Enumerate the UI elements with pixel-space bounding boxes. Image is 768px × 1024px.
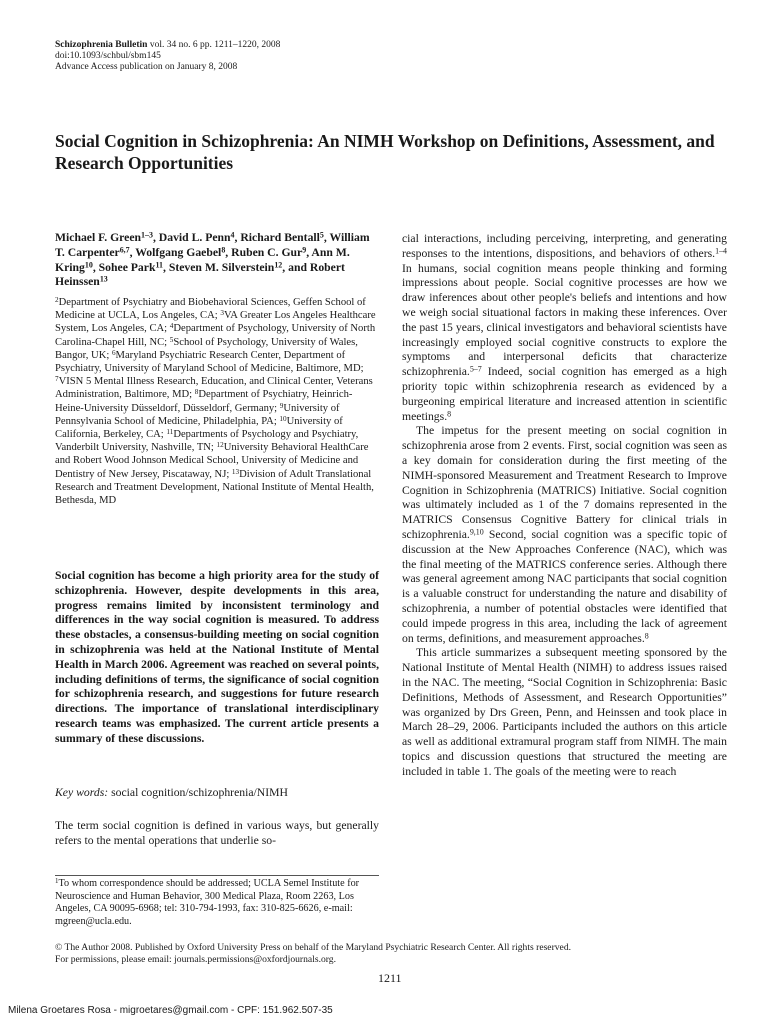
author-name: Robert Heinssen [55, 260, 345, 289]
citation-marker: 8 [447, 408, 452, 418]
citation-marker: 8 [644, 630, 649, 640]
affiliation-text: Departments of Psychology and Psychiatry, Vanderbilt University, Nashville, TN; [55, 429, 359, 454]
keywords [55, 786, 379, 801]
copyright-line: © The Author 2008. Published by Oxford University Press on behalf of the Maryland Psychiatric Research Center. All rights reserved. [55, 942, 572, 953]
correspondence-text: To whom correspondence should be addressed; UCLA Semel Institute for Neuroscience and Human Behavior, 300 Medical Plaza, Room 2263, Los Angeles, CA 90095-6968; tel: 310-794-1993, fax: 310-825-6626, e-mail: mgreen@ucla.edu. [55, 878, 360, 928]
affiliation-number: 7 [55, 374, 59, 383]
affiliation-text: School of Psychology, University of Wales, Bangor, UK; [55, 336, 358, 361]
author-affiliation-marker: 10 [84, 260, 93, 270]
author-name: Wolfgang Gaebel [135, 245, 222, 259]
author-affiliation-marker: 12 [274, 260, 283, 270]
affiliation-number: 8 [194, 388, 199, 397]
body-text: This article summarizes a subsequent meeting sponsored by the National Institute of Mental Health (NIMH) to address issues raised in the NAC. The meeting, “Social Cognition in Schizophrenia: Basic Definitions, Methods of Assessment, and Research Opportunities” was organized by Drs Green, Penn, and Heinssen and took place in March 28–29, 2006. Participants included the authors on this article as well as additional extramural program staff from NIMH. The main topics and discussion questions that structured the meeting are included in table 1. The goals of the meeting were to reach [402, 646, 727, 778]
abstract: Social cognition has become a high priority area for the study of schizophrenia. However, despite developments in this area, progress remains limited by inconsistent terminology and differences in the way social cognition is measured. To address these obstacles, a consensus-building meeting on social cognition in schizophrenia was held at the National Institute of Mental Health in March 2006. Agreement was reached on several points, including definitions of terms, the significance of social cognition for schizophrenia research, and suggestions for future research directions. The importance of translational interdisciplinary research teams was emphasized. The current article presents a summary of these discussions. [55, 569, 379, 745]
copyright-notice [55, 942, 735, 965]
author-affiliation-marker: 13 [99, 274, 108, 284]
affiliation-number: 12 [216, 441, 224, 449]
footer-watermark: Milena Groetares Rosa - migroetares@gmail.com - CPF: 151.962.507-35 [8, 1005, 333, 1016]
affiliation-text: Department of Psychiatry, Heinrich-Heine-University Düsseldorf, Düsseldorf, Germany; [55, 389, 353, 414]
author-affiliation-marker: 1–3 [141, 230, 153, 240]
author-name: Michael F. Green [55, 231, 142, 244]
author-name: Ann M. Kring [55, 245, 350, 274]
author-affiliation-marker: 8 [221, 245, 226, 255]
affiliation-text: Department of Psychology, University of North Carolina-Chapel Hill, NC; [55, 323, 376, 348]
affiliation-text: VA Greater Los Angeles Healthcare System, Los Angeles, CA; [55, 310, 376, 335]
body-text: Second, social cognition was a specific topic of discussion at the New Approaches Conference (NAC), which was the final meeting of the MATRICS conference series. Although there was general agreement among NAC participants that social cognition is a valuable construct for understanding the nature and disability of schizophrenia, a number of potential obstacles were identified that could impede progress in this area, including the lack of agreement on terms, definitions, and measurement approaches. [402, 527, 727, 645]
body-paragraph-1 [402, 232, 727, 424]
affiliations [55, 296, 379, 507]
journal-header [55, 40, 280, 73]
body-text: Indeed, social cognition has emerged as a high priority topic within schizophrenia research as evidenced by a burgeoning empirical literature and increased attention in scientific meetings. [402, 365, 727, 423]
affiliation-number: 11 [166, 427, 174, 436]
affiliation-number: 10 [279, 414, 287, 423]
body-text: The impetus for the present meeting on social cognition in schizophrenia arose from 2 events. First, social cognition was seen as a key domain for consideration during the first meeting of the NIMH-sponsored Measurement and Treatment Research to Improve Cognition in Schizophrenia (MATRICS) Initiative. Social cognition was ultimately included as 1 of the 7 domains represented in the MATRICS Consensus Cognitive Battery for clinical trials in schizophrenia. [402, 424, 727, 541]
author-name: David L. Penn [158, 231, 231, 244]
author-separator: , and [282, 260, 310, 274]
affiliation-text: VISN 5 Mental Illness Research, Education, and Clinical Center, Veterans Administration, Baltimore, MD; [55, 376, 373, 401]
author-separator: , [92, 260, 99, 274]
author-affiliation-marker: 4 [230, 230, 235, 240]
author-separator: , [323, 231, 330, 244]
affiliation-text: University Behavioral HealthCare and Robert Wood Johnson Medical School, University of Medicine and Dentistry of New Jersey, Piscataway, NJ; [55, 442, 369, 480]
article-title: Social Cognition in Schizophrenia: An NIMH Workshop on Definitions, Assessment, and Research Opportunities [55, 131, 715, 173]
body-text: cial interactions, including perceiving, interpreting, and generating responses to the intentions, dispositions, and behaviors of others. [402, 232, 727, 260]
affiliation-number: 6 [111, 348, 116, 357]
affiliation-number: 5 [169, 335, 174, 344]
keywords-text: social cognition/schizophrenia/NIMH [108, 786, 288, 799]
author-name: Richard Bentall [240, 231, 320, 244]
affiliation-text: Division of Adult Translational Research and Treatment Development, National Institute of Mental Health, Bethesda, MD [55, 468, 374, 507]
correspondence-footnote [55, 875, 379, 929]
author-affiliation-marker: 9 [302, 245, 307, 255]
author-separator: , [162, 260, 169, 274]
affiliation-number: 4 [169, 322, 174, 331]
body-text: In humans, social cognition means people thinking and forming impressions about people. Social cognitive processes are how we draw inferences about other people's beliefs and intentions and how we weigh social situational factors in making these inferences. Over the past 15 years, clinical investigators and behavioral scientists have increasingly employed social cognitive constructs to explore the symptoms and interpersonal deficits that characterize schizophrenia. [402, 261, 727, 379]
right-column [402, 232, 727, 779]
author-separator: , [234, 231, 241, 244]
journal-citation: vol. 34 no. 6 pp. 1211–1220, 2008 [149, 40, 281, 50]
affiliation-number: 13 [231, 467, 240, 476]
advance-access: Advance Access publication on January 8, 2008 [55, 62, 238, 72]
author-separator: , [306, 245, 312, 259]
affiliation-text: University of Pennsylvania School of Medicine, Philadelphia, PA; [55, 402, 340, 427]
author-name: William T. Carpenter [55, 231, 370, 259]
permissions-line: For permissions, please email: journals.permissions@oxfordjournals.org. [55, 953, 336, 965]
citation-marker: 9,10 [469, 527, 484, 537]
affiliation-number: 2 [55, 295, 59, 304]
author-name: Ruben C. Gur [231, 245, 303, 259]
doi: doi:10.1093/schbul/sbm145 [55, 51, 161, 61]
author-list [55, 231, 379, 290]
author-separator: , [129, 245, 136, 259]
affiliation-text: Department of Psychiatry and Biobehavioral Sciences, Geffen School of Medicine at UCLA, Los Angeles, CA; [55, 297, 366, 322]
author-name: Sohee Park [98, 260, 156, 274]
author-affiliation-marker: 5 [319, 230, 324, 240]
author-separator: , [152, 231, 159, 244]
affiliation-number: 9 [279, 401, 284, 410]
affiliation-text: University of California, Berkeley, CA; [55, 415, 343, 441]
page-number: 1211 [378, 971, 402, 985]
body-paragraph-3 [402, 646, 727, 779]
correspondence-marker: 1 [55, 877, 59, 885]
body-paragraph-2 [402, 424, 727, 646]
affiliation-text: Maryland Psychiatric Research Center, Department of Psychiatry, University of Maryland School of Medicine, Baltimore, MD; [55, 349, 364, 375]
citation-marker: 1–4 [715, 246, 727, 256]
keywords-label: Key words: [55, 786, 109, 799]
author-affiliation-marker: 6,7 [119, 245, 130, 255]
intro-paragraph: The term social cognition is defined in various ways, but generally refers to the mental operations that underlie so- [55, 819, 379, 847]
author-name: Steven M. Silverstein [168, 260, 275, 274]
author-affiliation-marker: 11 [155, 260, 163, 270]
author-separator: , [225, 245, 232, 259]
citation-marker: 5–7 [469, 364, 482, 374]
affiliation-number: 3 [220, 308, 224, 317]
journal-name: Schizophrenia Bulletin [55, 40, 148, 50]
